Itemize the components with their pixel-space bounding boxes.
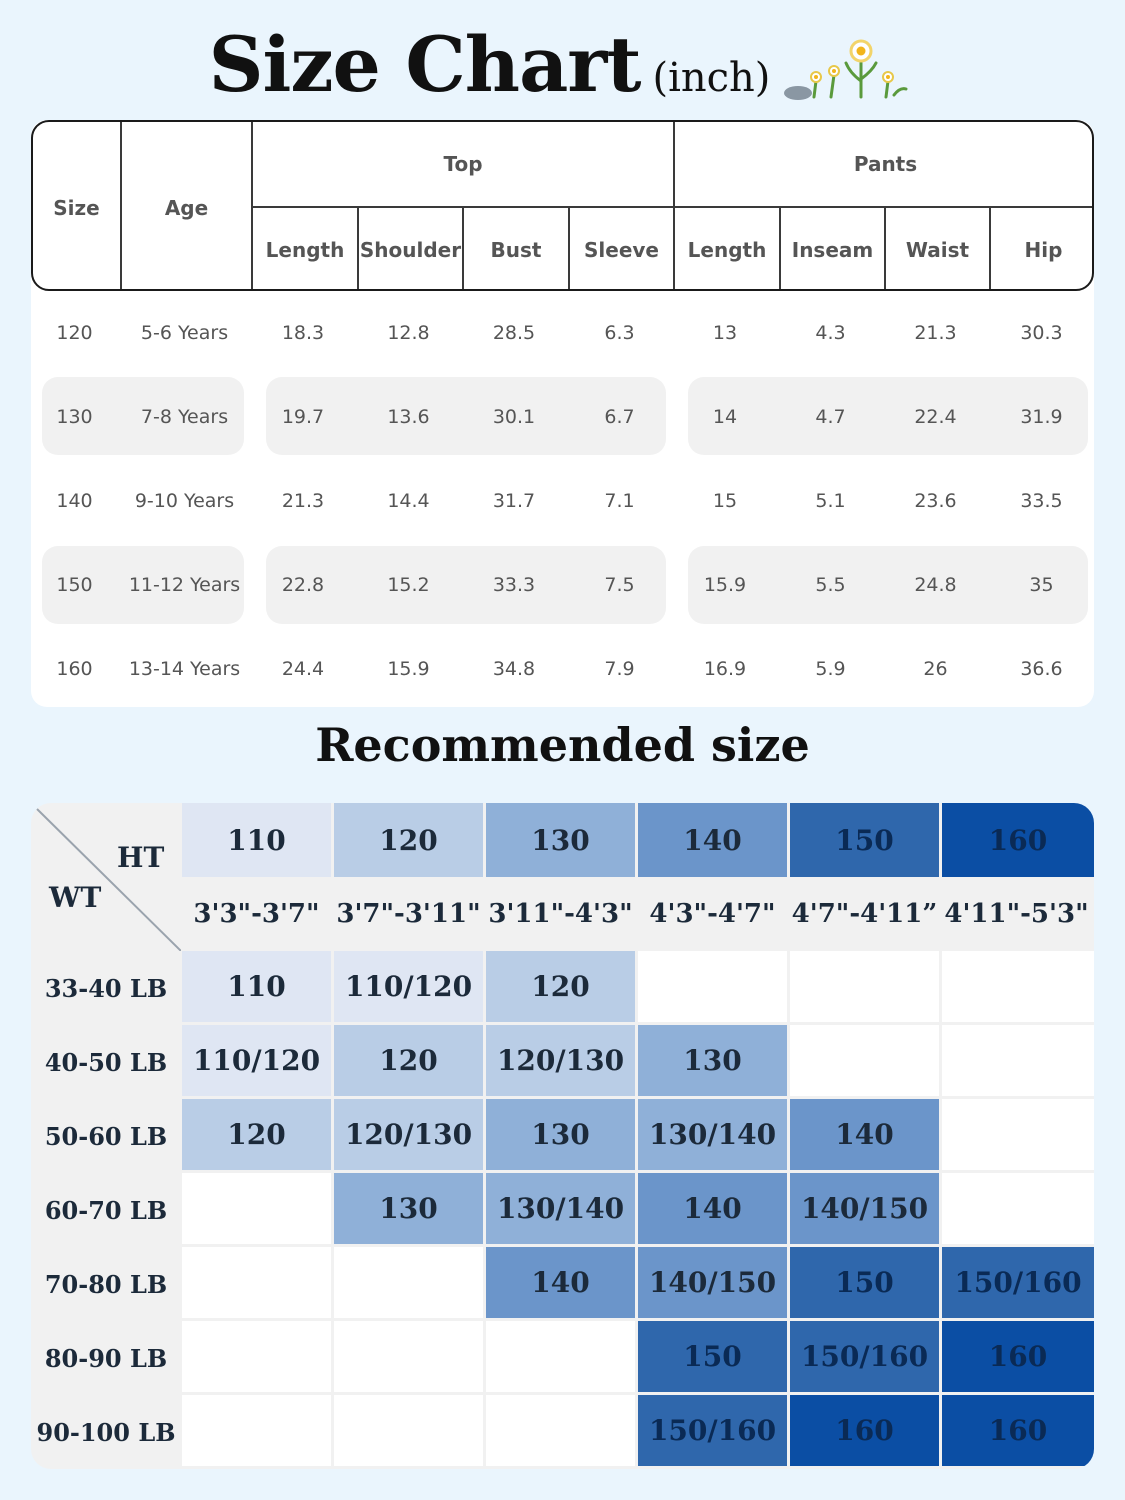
cell-bust: 33.3 xyxy=(492,574,536,596)
size-cell: 160 xyxy=(942,1321,1094,1392)
cell-waist: 23.6 xyxy=(914,490,957,512)
size-cell: 150/160 xyxy=(638,1395,787,1466)
size-chart-table xyxy=(31,120,1094,707)
cell-sleeve: 7.9 xyxy=(604,658,635,680)
height-range: 4'3"-4'7" xyxy=(649,899,776,929)
page-header xyxy=(0,20,1125,115)
header-pants-length: Length xyxy=(687,237,767,262)
header-top-bust: Bust xyxy=(490,237,542,262)
size-cell: 120/130 xyxy=(334,1099,483,1170)
size-cell: 130/140 xyxy=(638,1099,787,1170)
size-cell: 110 xyxy=(182,951,331,1022)
size-cell: 130/140 xyxy=(486,1173,635,1244)
size-cell: 140 xyxy=(486,1247,635,1318)
weight-label: 70-80 LB xyxy=(44,1269,168,1299)
cell-bust: 28.5 xyxy=(492,322,536,344)
size-cell: 120 xyxy=(182,1099,331,1170)
height-header: 120 xyxy=(334,803,483,877)
cell-sleeve: 7.5 xyxy=(604,574,635,596)
weight-label: 33-40 LB xyxy=(44,973,168,1003)
unit-label: (inch) xyxy=(652,55,771,101)
empty-cell xyxy=(942,1173,1094,1244)
cell-age: 11-12 Years xyxy=(128,574,241,596)
cell-inseam: 4.3 xyxy=(815,322,846,344)
cell-size: 160 xyxy=(56,658,93,680)
size-cell: 130 xyxy=(486,1099,635,1170)
empty-cell xyxy=(942,1025,1094,1096)
cell-pants-length: 15.9 xyxy=(703,574,747,596)
cell-shoulder: 12.8 xyxy=(387,322,430,344)
header-top: Top xyxy=(443,152,483,176)
height-range: 4'11"-5'3" xyxy=(944,899,1089,929)
cell-inseam: 5.9 xyxy=(815,658,846,680)
cell-age: 5-6 Years xyxy=(140,322,229,344)
cell-pants-length: 16.9 xyxy=(703,658,747,680)
corner-wt-label: WT xyxy=(49,881,102,914)
cell-inseam: 5.1 xyxy=(815,490,846,512)
size-cell: 140 xyxy=(638,1173,787,1244)
cell-pants-length: 13 xyxy=(712,322,738,344)
cell-size: 120 xyxy=(56,322,93,344)
cell-hip: 30.3 xyxy=(1020,322,1063,344)
header-top-sleeve: Sleeve xyxy=(584,237,659,262)
cell-inseam: 5.5 xyxy=(815,574,846,596)
corner-cell xyxy=(31,803,181,951)
size-cell: 120 xyxy=(334,1025,483,1096)
cell-waist: 26 xyxy=(923,658,948,680)
cell-top-length: 18.3 xyxy=(281,322,325,344)
cell-shoulder: 15.9 xyxy=(387,658,430,680)
cell-sleeve: 6.3 xyxy=(604,322,635,344)
cell-age: 7-8 Years xyxy=(140,406,229,428)
empty-cell xyxy=(334,1321,483,1392)
cell-size: 140 xyxy=(56,490,93,512)
cell-age: 9-10 Years xyxy=(134,490,235,512)
cell-top-length: 22.8 xyxy=(281,574,325,596)
cell-age: 13-14 Years xyxy=(128,658,241,680)
weight-label: 60-70 LB xyxy=(44,1195,168,1225)
size-chart-header xyxy=(31,120,1094,291)
size-cell: 130 xyxy=(334,1173,483,1244)
header-pants-waist: Waist xyxy=(905,237,970,262)
flowers-icon xyxy=(776,33,916,103)
cell-hip: 33.5 xyxy=(1020,490,1063,512)
recommended-title: Recommended size xyxy=(315,718,810,772)
height-header: 130 xyxy=(486,803,635,877)
empty-cell xyxy=(942,1099,1094,1170)
cell-top-length: 24.4 xyxy=(281,658,325,680)
height-range: 4'7"-4'11” xyxy=(791,899,938,929)
cell-inseam: 4.7 xyxy=(815,406,846,428)
size-cell: 160 xyxy=(942,1395,1094,1466)
header-size: Size xyxy=(53,195,100,220)
size-cell: 140 xyxy=(790,1099,939,1170)
header-pants-hip: Hip xyxy=(1024,237,1063,262)
height-header: 140 xyxy=(638,803,787,877)
cell-top-length: 21.3 xyxy=(281,490,325,512)
weight-label: 80-90 LB xyxy=(44,1343,168,1373)
header-pants-inseam: Inseam xyxy=(791,237,874,262)
size-cell: 120 xyxy=(486,951,635,1022)
size-cell: 150/160 xyxy=(790,1321,939,1392)
corner-ht-label: HT xyxy=(117,841,165,874)
header-age: Age xyxy=(164,195,209,220)
weight-label: 90-100 LB xyxy=(36,1417,176,1447)
size-cell: 140/150 xyxy=(638,1247,787,1318)
size-cell: 150 xyxy=(638,1321,787,1392)
empty-cell xyxy=(486,1321,635,1392)
size-cell: 120/130 xyxy=(486,1025,635,1096)
height-range: 3'3"-3'7" xyxy=(193,899,320,929)
empty-cell xyxy=(790,951,939,1022)
cell-bust: 34.8 xyxy=(492,658,536,680)
cell-size: 150 xyxy=(56,574,93,596)
size-cell: 150 xyxy=(790,1247,939,1318)
empty-cell xyxy=(182,1247,331,1318)
height-header: 150 xyxy=(790,803,939,877)
cell-shoulder: 15.2 xyxy=(387,574,430,596)
size-cell: 130 xyxy=(638,1025,787,1096)
size-cell: 110/120 xyxy=(182,1025,331,1096)
empty-cell xyxy=(638,951,787,1022)
weight-label: 40-50 LB xyxy=(44,1047,168,1077)
empty-cell xyxy=(334,1247,483,1318)
cell-hip: 31.9 xyxy=(1020,406,1063,428)
empty-cell xyxy=(486,1395,635,1466)
header-top-length: Length xyxy=(265,237,345,262)
cell-shoulder: 14.4 xyxy=(387,490,430,512)
empty-cell xyxy=(790,1025,939,1096)
cell-pants-length: 14 xyxy=(712,406,738,428)
weight-label: 50-60 LB xyxy=(44,1121,168,1151)
header-pants: Pants xyxy=(853,152,918,176)
cell-waist: 22.4 xyxy=(914,406,957,428)
size-cell: 160 xyxy=(790,1395,939,1466)
cell-shoulder: 13.6 xyxy=(387,406,430,428)
empty-cell xyxy=(182,1321,331,1392)
height-header: 160 xyxy=(942,803,1094,877)
cell-bust: 31.7 xyxy=(492,490,536,512)
size-cell: 150/160 xyxy=(942,1247,1094,1318)
cell-sleeve: 6.7 xyxy=(604,406,635,428)
cell-waist: 21.3 xyxy=(914,322,957,344)
cell-waist: 24.8 xyxy=(914,574,957,596)
empty-cell xyxy=(942,951,1094,1022)
empty-cell xyxy=(334,1395,483,1466)
size-cell: 110/120 xyxy=(334,951,483,1022)
cell-pants-length: 15 xyxy=(712,490,738,512)
page-title: Size Chart xyxy=(208,20,641,109)
cell-sleeve: 7.1 xyxy=(604,490,635,512)
recommended-size-table xyxy=(31,803,1094,1469)
cell-bust: 30.1 xyxy=(492,406,536,428)
cell-size: 130 xyxy=(56,406,93,428)
size-cell: 140/150 xyxy=(790,1173,939,1244)
height-header: 110 xyxy=(182,803,331,877)
height-range: 3'11"-4'3" xyxy=(488,899,633,929)
empty-cell xyxy=(182,1173,331,1244)
header-top-shoulder: Shoulder xyxy=(359,237,462,262)
empty-cell xyxy=(182,1395,331,1466)
cell-hip: 35 xyxy=(1029,574,1054,596)
cell-hip: 36.6 xyxy=(1020,658,1063,680)
cell-top-length: 19.7 xyxy=(281,406,325,428)
corner-diagonal xyxy=(31,803,181,951)
height-range: 3'7"-3'11" xyxy=(336,899,481,929)
